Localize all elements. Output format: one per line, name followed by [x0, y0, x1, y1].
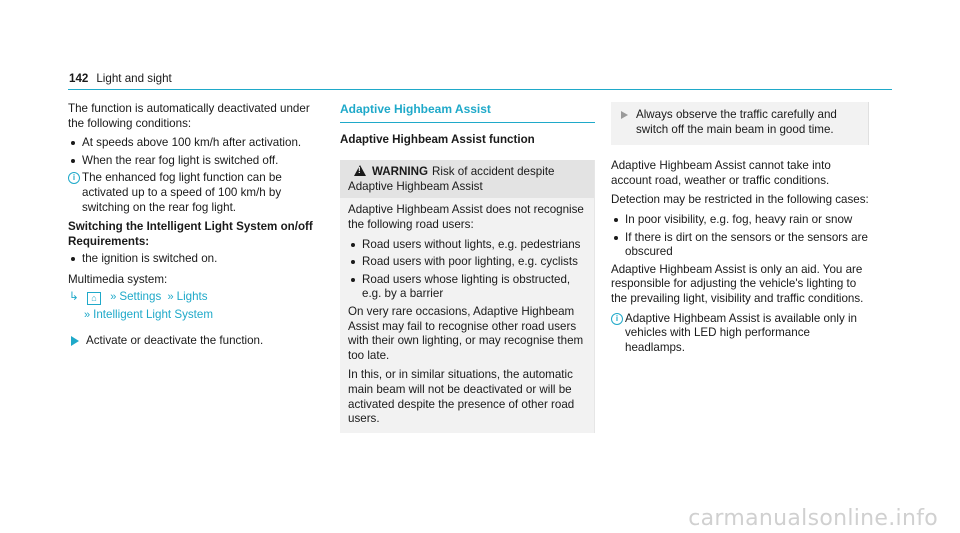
hint-arrow-icon [621, 111, 628, 119]
info-note [611, 312, 869, 356]
header-divider [68, 89, 892, 90]
warning-paragraph: On very rare occasions, Adaptive Highbeam Assist may fail to recognise other road users with their own lighting, or may recognise them too late. [348, 304, 584, 362]
list-item: the ignition is switched on. [68, 252, 325, 267]
list-item: When the rear fog light is switched off. [68, 154, 325, 169]
column-3 [611, 102, 869, 360]
section-heading: Switching the Intelligent Light System on/off [68, 220, 313, 234]
section-name: Light and sight [96, 72, 172, 85]
path-lights[interactable]: Lights [176, 289, 208, 303]
requirements-label: Requirements: [68, 234, 150, 248]
home-icon[interactable]: ⌂ [87, 292, 101, 305]
list-item: If there is dirt on the sensors or the sensors are obscured [611, 231, 869, 260]
chevron-right-icon: » [167, 290, 174, 303]
list-item: Road users with poor lighting, e.g. cyclists [348, 255, 586, 270]
warning-header [340, 160, 594, 198]
warning-box [340, 160, 595, 433]
info-note-text: The enhanced fog light function can be activated up to a speed of 100 km/h by switching on the rear fog light. [82, 171, 282, 214]
menu-path-continued [68, 308, 325, 323]
column-2 [340, 102, 595, 433]
action-arrow-icon [71, 336, 79, 346]
section-divider [340, 122, 595, 123]
list-item: Road users whose lighting is obstructed, e.g. by a barrier [348, 273, 586, 302]
warning-icon [354, 165, 366, 176]
path-intelligent-light-system[interactable]: Intelligent Light System [93, 307, 213, 321]
warning-headline: Risk of accident despite Adaptive Highbeam Assist [348, 165, 555, 193]
path-intro: Multimedia system: [68, 272, 168, 286]
path-settings[interactable]: Settings [119, 289, 162, 303]
paragraph: Detection may be restricted in the following cases: [611, 193, 869, 207]
section-title: Adaptive Highbeam Assist [340, 102, 491, 116]
watermark: carmanualsonline.info [688, 506, 938, 532]
info-icon: i [68, 172, 80, 184]
path-start-icon: ↳ [69, 289, 79, 303]
action-step [68, 334, 325, 349]
hint-box [611, 102, 869, 145]
hint-text: Always observe the traffic carefully and switch off the main beam in good time. [636, 108, 837, 136]
paragraph: Adaptive Highbeam Assist is only an aid. You are responsible for adjusting the vehicle's lighting to the prevailing light, visibility and traffic conditions. [611, 262, 864, 305]
warning-intro: Adaptive Highbeam Assist does not recognise the following road users: [348, 203, 584, 231]
info-icon: i [611, 313, 623, 325]
warning-label: WARNING [372, 165, 429, 179]
list-item: At speeds above 100 km/h after activation. [68, 136, 325, 151]
subsection-title: Adaptive Highbeam Assist function [340, 132, 535, 146]
chevron-right-icon: » [110, 290, 117, 303]
paragraph: Adaptive Highbeam Assist cannot take into account road, weather or traffic conditions. [611, 159, 831, 187]
page-header [69, 72, 172, 87]
chevron-right-icon: » [84, 308, 91, 321]
list-item: Road users without lights, e.g. pedestrians [348, 238, 586, 253]
page-number: 142 [69, 72, 89, 85]
warning-paragraph: In this, or in similar situations, the automatic main beam will not be deactivated or will be activated despite the presence of other road users. [348, 368, 575, 426]
column-1 [68, 102, 325, 349]
deactivation-intro: The function is automatically deactivated under the following conditions: [68, 102, 310, 130]
info-note-text: Adaptive Highbeam Assist is available only in vehicles with LED high performance headlamps. [625, 311, 857, 354]
warning-body [340, 198, 594, 430]
info-note [68, 171, 325, 215]
list-item: In poor visibility, e.g. fog, heavy rain or snow [611, 213, 869, 228]
menu-path [68, 290, 325, 305]
action-text: Activate or deactivate the function. [86, 334, 264, 348]
